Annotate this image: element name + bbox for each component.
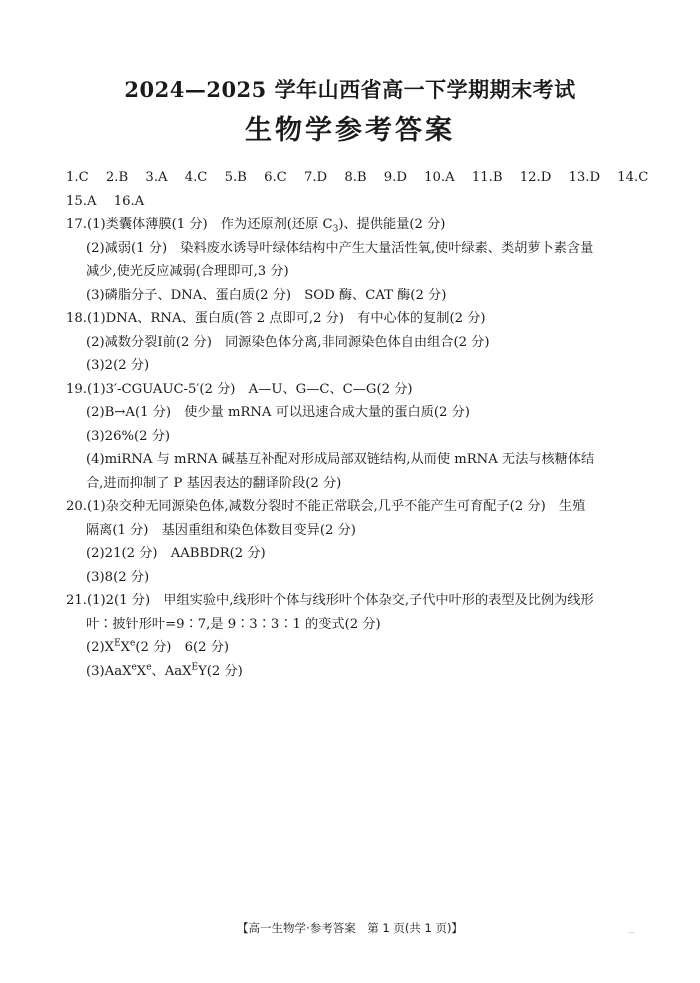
mc-answer: 4.C	[184, 170, 208, 185]
q20-line: (3)8(2 分)	[86, 569, 150, 585]
q21-line: $(2)X^EXe(2$ 分) 6(2 分)	[86, 638, 230, 655]
q17-line: 减少,使光反应减弱(合理即可,3 分)	[86, 264, 289, 279]
answer-body	[66, 166, 649, 683]
q17-line: (3)磷脂分子、DNA、蛋白质(2 分) SOD 酶、CAT 酶(2 分)	[86, 287, 447, 303]
q18-line: (3)2(2 分)	[86, 358, 150, 373]
mc-answer: 10.A	[424, 170, 455, 185]
corner-mark: —	[628, 928, 635, 936]
mc-answer: 2.B	[105, 170, 129, 185]
answer-subtitle: 生物学参考答案	[245, 115, 455, 146]
mc-row-1	[66, 166, 649, 190]
mc-answer: 16.A	[113, 193, 145, 209]
page-footer: 【高一生物学·参考答案 第 1 页(共 1 页)】	[237, 921, 463, 935]
mc-answer: 6.C	[264, 170, 287, 185]
q20-line: 隔离(1 分) 基因重组和染色体数目变异(2 分)	[86, 522, 356, 538]
mc-answer: 9.D	[383, 170, 407, 185]
mc-answer: 7.D	[303, 170, 328, 185]
q19-line: (3)26%(2 分)	[86, 428, 171, 444]
mc-answer: 12.D	[519, 170, 552, 185]
q19-line: 19.(1)3′-CGUAUC-5′(2 分) A—U、G—C、C—G(2 分)	[66, 381, 413, 397]
q17-line: 17.(1)类囊体薄膜(1 分) 作为还原剂(还原 $C_3$)、提供能量(2 分)	[66, 217, 446, 235]
mc-answer: 13.D	[568, 170, 601, 185]
q19-line: (4)miRNA 与 mRNA 碱基互补配对形成局部双链结构,从而使 mRNA 无法与核糖体结	[86, 452, 595, 467]
mc-answer: 8.B	[344, 170, 367, 185]
q21-line: 叶∶披针形叶=9∶7,是 9∶3∶3∶1 的变式(2 分)	[86, 616, 381, 632]
mc-answer: 5.B	[224, 170, 247, 185]
mc-answer: 11.B	[471, 170, 503, 185]
q19-line: (2)B→A(1 分) 使少量 mRNA 可以迅速合成大量的蛋白质(2 分)	[86, 405, 470, 420]
mc-row-2	[66, 190, 646, 214]
q21-line: (3)AaX$^e$Xe、AaX$^E$Y(2 分)	[86, 662, 243, 679]
q19-line: 合,进而抑制了 P 基因表达的翻译阶段(2 分)	[86, 475, 342, 491]
q21-line: 21.(1)2(1 分) 甲组实验中,线形叶个体与线形叶个体杂交,子代中叶形的表型及比例为线形	[66, 593, 594, 608]
mc-answer: 15.A	[66, 193, 97, 209]
q20-line: 20.(1)杂交种无同源染色体,减数分裂时不能正常联会,几乎不能产生可育配子(2 分) 生殖	[66, 499, 586, 514]
mc-answer: 1.C	[66, 170, 89, 185]
q20-line: (2)21(2 分) AABBDR(2 分)	[86, 546, 266, 561]
exam-title: 2024—2025 学年山西省高一下学期期末考试	[124, 77, 576, 102]
q18-line: (2)减数分裂Ⅰ前(2 分) 同源染色体分离,非同源染色体自由组合(2 分)	[86, 334, 490, 350]
q17-line: (2)减弱(1 分) 染料废水诱导叶绿体结构中产生大量活性氧,使叶绿素、类胡萝卜素含量	[86, 240, 594, 256]
mc-answer: 3.A	[145, 170, 168, 185]
mc-answer: 14.C	[617, 170, 649, 185]
q18-line: 18.(1)DNA、RNA、蛋白质(答 2 点即可,2 分) 有中心体的复制(2 分)	[66, 311, 486, 326]
